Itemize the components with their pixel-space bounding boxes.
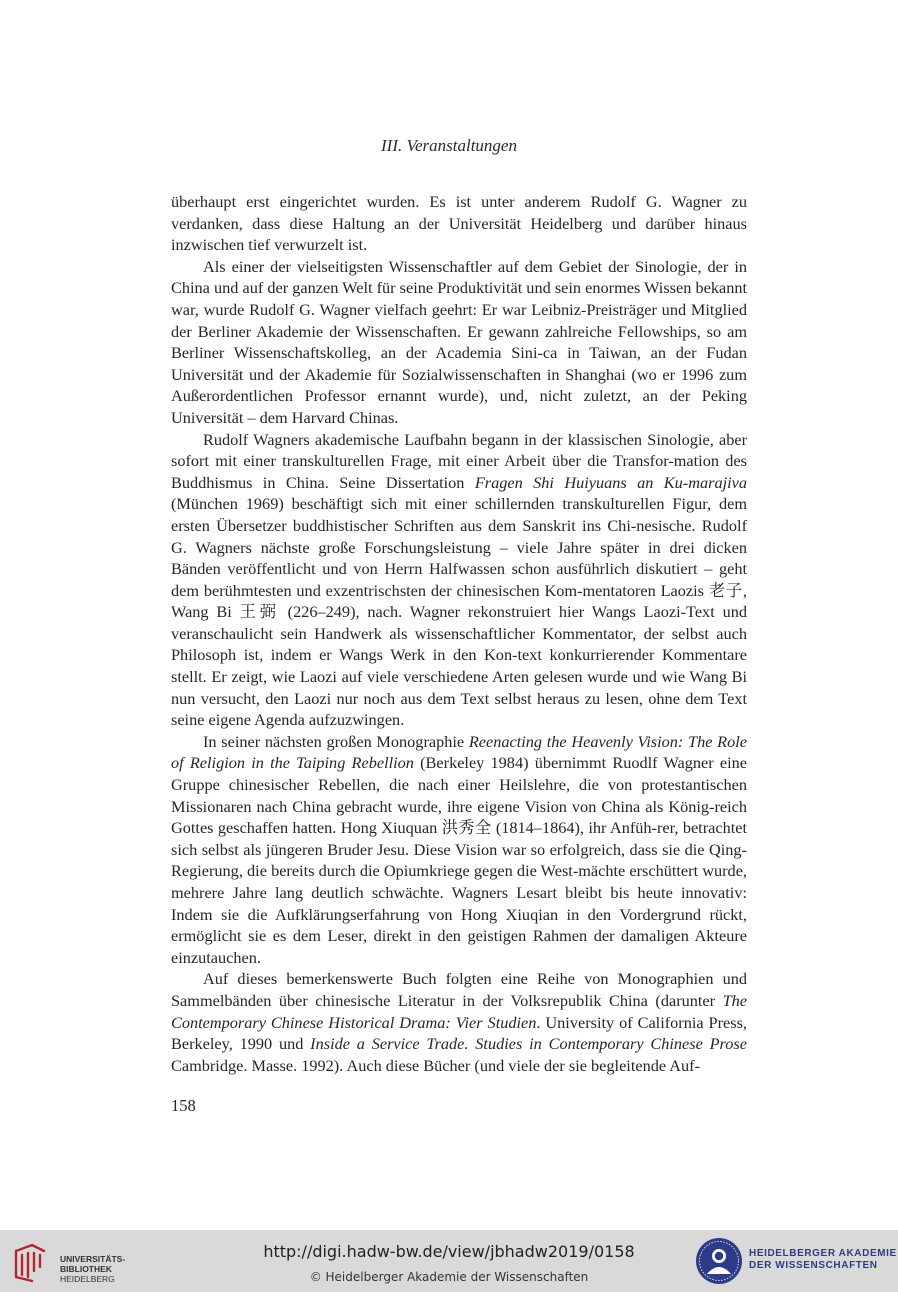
academy-seal-icon[interactable]: [694, 1236, 744, 1286]
text-run: Auf dieses bemerkenswerte Buch folgten eine Reihe von Monographien und Sammelbänden über chinesische Literatur in der Volksrepublik China (darunter: [171, 969, 747, 1010]
italic-title: The Contemporary Chinese Historical Drama: Vier Studien: [171, 990, 747, 1032]
copyright-notice: © Heidelberger Akademie der Wissenschaften: [309, 1270, 589, 1284]
paragraph: [171, 968, 747, 1076]
permalink-url[interactable]: http://digi.hadw-bw.de/view/jbhadw2019/0158: [263, 1242, 635, 1261]
academy-name: [749, 1248, 897, 1272]
paragraph: [171, 429, 747, 731]
text-run: . University of California Press, Berkeley, 1990 und: [171, 1012, 747, 1054]
text-run: überhaupt erst eingerichtet wurden. Es ist unter anderem Rudolf G. Wagner zu verdanken, dass diese Haltung an der Universität Heidelberg und darüber hinaus inzwischen tief verwurzelt ist.: [171, 192, 747, 255]
paragraph: [171, 731, 747, 969]
text-run: In seiner nächsten großen Monographie: [203, 731, 469, 751]
text-run: (München 1969) beschäftigt sich mit einer schillernden transkulturellen Figur, dem ersten Übersetzer buddhistischer Schriften aus dem Sanskrit ins Chi-nesische. Rudolf G. Wagners nächste große Forschungsleistung – viele Jahre später in drei dicken Bänden veröffentlicht und von Herrn Halfwassen schon ausführlich diskutiert – geht dem berühmtesten und exzentrischsten der chinesischen Kom-mentatoren Laozis 老子, Wang Bi 王弼 (226–249), nach. Wagner rekonstruiert hier Wangs Laozi-Text und veranschaulicht sein Handwerk als wissenschaftlicher Kommentator, der selbst auch Philosoph ist, indem er Wangs Werk in den Kon-text konkurrierender Kommentare stellt. Er zeigt, wie Laozi auf viele verschiedene Arten gelesen wurde und wie Wang Bi nun versucht, den Laozi nur noch aus dem Text selbst heraus zu lesen, ohne dem Text seine eigene Agenda aufzuzwingen.: [171, 494, 747, 730]
page-number: 158: [171, 1096, 196, 1115]
ub-line-3: HEIDELBERG: [60, 1274, 115, 1284]
running-head: III. Veranstaltungen: [381, 136, 517, 155]
paragraph: [171, 256, 747, 429]
footer-bar: [0, 1230, 898, 1292]
italic-title: Reenacting the Heavenly Vision: The Role of Religion in the Taiping Rebellion: [171, 731, 747, 773]
text-run: Cambridge. Masse. 1992). Auch diese Bücher (und viele der sie begleitende Auf-: [171, 1055, 700, 1075]
body-text: [171, 191, 747, 1076]
academy-line-1: HEIDELBERGER AKADEMIE: [749, 1248, 897, 1259]
ub-line-1: UNIVERSITÄTS-: [60, 1254, 126, 1264]
text-run: Als einer der vielseitigsten Wissenschaftler auf dem Gebiet der Sinologie, der in China und auf der ganzen Welt für seine Produktivität und sein enormes Wissen bekannt war, wurde Rudolf G. Wagner vielfach geehrt: Er war Leibniz-Preisträger und Mitglied der Berliner Akademie der Wissenschaften. Er gewann zahlreiche Fellowships, so am Berliner Wissenschaftskolleg, an der Academia Sini-ca in Taiwan, an der Fudan Universität und der Akademie für Sozialwissenschaften in Shanghai (wo er 1996 zum Außerordentlichen Professor ernannt wurde), und, nicht zuletzt, an der Peking Universität – dem Harvard Chinas.: [171, 256, 747, 427]
text-run: Rudolf Wagners akademische Laufbahn begann in der klassischen Sinologie, aber sofort mit einer transkulturellen Frage, mit einer Arbeit über die Transfor-mation des Buddhismus in China. Seine Dissertation: [171, 429, 747, 492]
paragraph: [171, 191, 747, 256]
academy-line-2: DER WISSENSCHAFTEN: [749, 1260, 878, 1271]
italic-title: Fragen Shi Huiyuans an Ku-marajiva: [474, 472, 747, 492]
ub-line-2: BIBLIOTHEK: [60, 1264, 112, 1274]
text-run: (Berkeley 1984) übernimmt Ruodlf Wagner eine Gruppe chinesischer Rebellen, die nach einer Heilslehre, die von protestantischen Missionaren nach China gebracht wurde, ihre eigene Vision von China als König-reich Gottes geschaffen hatten. Hong Xiuquan 洪秀全 (1814–1864), ihr Anfüh-rer, betrachtet sich selbst als jüngeren Bruder Jesu. Diese Vision war so erfolgreich, dass sie die Qing-Regierung, die bereits durch die Opiumkriege gegen die West-mächte erschüttert wurde, mehrere Jahre lang deutlich schwächte. Wagners Lesart bleibt bis heute innovativ: Indem sie die Aufklärungserfahrung von Hong Xiuqian in den Vordergrund rückt, ermöglicht sie es dem Leser, direkt in den geistigen Rahmen der damaligen Akteure einzutauchen.: [171, 753, 748, 967]
italic-title: Inside a Service Trade. Studies in Contemporary Chinese Prose: [310, 1034, 747, 1054]
